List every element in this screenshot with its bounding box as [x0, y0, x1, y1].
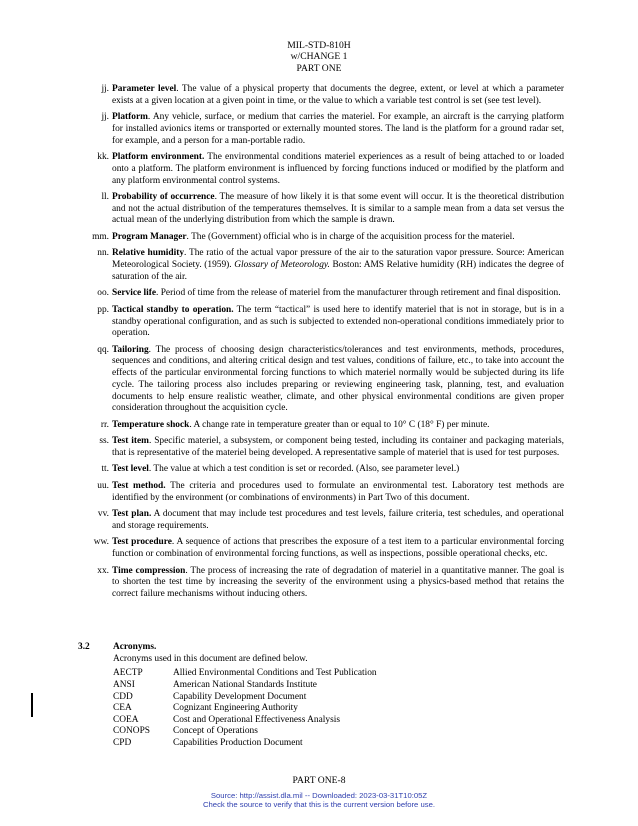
- definition-body: . The ratio of the actual vapor pressure of the air to the saturation vapor pressure. Source: American Meteorological Society. (1959).: [112, 248, 564, 271]
- definition-label: ww.: [93, 537, 109, 548]
- definition-body: . Specific materiel, a subsystem, or component being tested, including its container and packaging materials, that is representative of the materiel being developed. A representative sample of materiel that is used for test purposes.: [112, 436, 564, 458]
- definition-label: ll.: [101, 192, 109, 203]
- page-number: PART ONE-8: [292, 775, 346, 786]
- definition-label: jj.: [101, 84, 109, 94]
- acronym-row: [113, 692, 568, 704]
- definition-item: [84, 232, 564, 244]
- acronym-row: [113, 703, 568, 715]
- definition-term: Probability of occurrence: [112, 192, 215, 203]
- acronym-row: [113, 668, 568, 680]
- acronym-meaning: Concept of Operations: [173, 726, 258, 737]
- definition-label: kk.: [97, 152, 109, 163]
- acronym-abbr: COEA: [113, 714, 139, 725]
- definition-body: . A change rate in temperature greater than or equal to 10° C (18° F) per minute.: [189, 419, 490, 430]
- definitions-list: [84, 84, 564, 605]
- acronym-table: [113, 668, 568, 749]
- acronym-abbr: ANSI: [113, 680, 135, 690]
- definition-body: . The value at which a test condition is set or recorded. (Also, see parameter level.): [148, 464, 460, 475]
- acronym-meaning: Capability Development Document: [173, 691, 307, 702]
- definition-item: [84, 509, 564, 532]
- definition-body: . The value of a physical property that documents the degree, extent, or level at which a parameter exists at a given location at a given point in time, or the value to which a variable test control is set (see test level).: [112, 84, 564, 106]
- definition-label: pp.: [97, 304, 109, 315]
- definition-term: Test level: [112, 464, 149, 475]
- definition-term: Program Manager: [112, 231, 187, 242]
- definition-label: nn.: [97, 248, 109, 259]
- document-header: [0, 40, 638, 74]
- definition-label: jj.: [101, 112, 109, 123]
- definition-term: Test item: [112, 436, 149, 447]
- definition-label: xx.: [97, 565, 109, 576]
- definition-body: . The (Government) official who is in charge of the acquisition process for the materiel.: [186, 231, 515, 242]
- definition-label: tt.: [101, 464, 109, 475]
- source-line: Source: http://assist.dla.mil -- Downloaded: 2023-03-31T10:05Z: [210, 791, 428, 800]
- acronyms-section: [78, 642, 568, 750]
- definition-term: Tailoring: [112, 344, 149, 355]
- definition-item: [84, 464, 564, 476]
- definition-term: Service life: [112, 288, 156, 299]
- section-intro: Acronyms used in this document are defined below.: [113, 653, 308, 664]
- acronym-row: [113, 726, 568, 738]
- definition-term: Tactical standby to operation.: [112, 304, 234, 315]
- definition-term: Relative humidity: [112, 248, 185, 259]
- acronym-abbr: CDD: [113, 691, 133, 702]
- definition-body: The criteria and procedures used to formulate an environmental test. Laboratory test methods are identified by the environment (or combinations of environments) in Part Two of this document.: [112, 480, 564, 503]
- definition-citation: Glossary of Meteorology.: [234, 260, 330, 271]
- acronym-meaning: Cost and Operational Effectiveness Analysis: [173, 714, 340, 725]
- definition-item: [84, 248, 564, 283]
- definition-item: [84, 152, 564, 187]
- definition-item: [84, 566, 564, 601]
- definition-item: [84, 345, 564, 415]
- definition-item: [84, 288, 564, 300]
- doc-change: w/CHANGE 1: [290, 51, 348, 63]
- definition-item: [84, 537, 564, 560]
- definition-body: . A sequence of actions that prescribes the exposure of a test item to a particular environmental forcing function or combination of environmental forcing functions, as well as inspections, possible operational checks, etc.: [112, 537, 564, 560]
- definition-term: Platform: [112, 112, 148, 123]
- acronym-meaning: American National Standards Institute: [173, 680, 317, 690]
- acronym-abbr: CPD: [113, 737, 132, 748]
- definition-item: [84, 305, 564, 340]
- acronym-meaning: Allied Environmental Conditions and Test Publication: [173, 668, 377, 679]
- definition-body: . The process of choosing design characteristics/tolerances and test environments, methods, procedures, sequences and conditions, and altering critical design and test values, conditions of failure, etc., to take into account the effects of the particular environmental forcing functions to which materiel normally would be subjected during its life cycle. The tailoring process also includes preparing or reviewing engineering task, planning, test, and evaluation documents to help ensure realistic weather, climate, and other physical environmental conditions are given proper consideration throughout the acquisition cycle.: [112, 344, 564, 414]
- source-notice: [0, 791, 638, 810]
- definition-term: Time compression: [112, 565, 186, 576]
- definition-term: Test plan.: [112, 509, 152, 520]
- acronym-row: [113, 715, 568, 727]
- change-bar: [31, 693, 33, 717]
- definition-term: Test procedure: [112, 537, 172, 548]
- definition-item: [84, 481, 564, 504]
- definition-body: The term “tactical” is used here to identify materiel that is not in storage, but is in a standby operational configuration, and as such is subjected to extended non-operational conditions immediately prior to operation.: [112, 304, 564, 339]
- definition-body: A document that may include test procedures and test levels, failure criteria, test schedules, and operational and storage requirements.: [112, 509, 564, 531]
- definition-body: . The process of increasing the rate of degradation of materiel in a quantitative manner. The goal is to shorten the test time by increasing the severity of the environment using a physics-based method that retains the correct failure mechanisms without inducing others.: [112, 565, 564, 599]
- definition-body: . Any vehicle, surface, or medium that carries the materiel. For example, an aircraft is the carrying platform for installed avionics items or transported or externally mounted stores. The land is the platform for a ground radar set, for example, and a person for a man-portable radio.: [112, 112, 564, 146]
- definition-label: oo.: [97, 288, 109, 299]
- acronym-abbr: CONOPS: [113, 726, 150, 737]
- acronym-meaning: Cognizant Engineering Authority: [173, 703, 298, 714]
- acronym-meaning: Capabilities Production Document: [173, 737, 303, 748]
- definition-label: uu.: [97, 480, 109, 491]
- acronym-abbr: CEA: [113, 703, 132, 714]
- doc-id: MIL-STD-810H: [287, 40, 351, 51]
- definition-label: ss.: [99, 436, 109, 447]
- definition-label: vv.: [97, 509, 109, 520]
- section-title: Acronyms.: [113, 642, 157, 652]
- definition-item: [84, 84, 564, 107]
- section-number: 3.2: [78, 642, 90, 652]
- definition-term: Temperature shock: [112, 419, 190, 430]
- definition-label: rr.: [100, 419, 109, 430]
- doc-part: PART ONE: [296, 62, 342, 74]
- definition-item: [84, 436, 564, 459]
- definition-item: [84, 420, 564, 432]
- verify-line: Check the source to verify that this is the current version before use.: [202, 800, 436, 810]
- definition-body: The environmental conditions materiel experiences as a result of being attached to or loaded onto a platform. The platform environment is influenced by forcing functions induced or modified by the platform and any platform environmental control systems.: [112, 152, 565, 186]
- definition-label: qq.: [97, 344, 109, 355]
- definition-label: mm.: [92, 231, 109, 242]
- definition-term: Parameter level: [112, 84, 177, 94]
- acronym-abbr: AECTP: [113, 668, 143, 679]
- definition-body: . Period of time from the release of materiel from the manufacturer through retirement and final disposition.: [156, 288, 561, 299]
- definition-body: . The measure of how likely it is that some event will occur. It is the theoretical distribution and not the actual distribution of the temperatures themselves. It is similar to a sample mean from a data set versus the actual mean of the underlying distribution from which the sample is drawn.: [112, 192, 565, 226]
- acronym-row: [113, 738, 568, 750]
- definition-item: [84, 112, 564, 147]
- definition-term: Platform environment.: [112, 152, 205, 163]
- definition-item: [84, 192, 564, 227]
- acronym-row: [113, 680, 568, 692]
- definition-term: Test method.: [112, 480, 166, 491]
- definition-body-tail: Boston: AMS Relative humidity (RH) indicates the degree of saturation of the air.: [112, 260, 564, 282]
